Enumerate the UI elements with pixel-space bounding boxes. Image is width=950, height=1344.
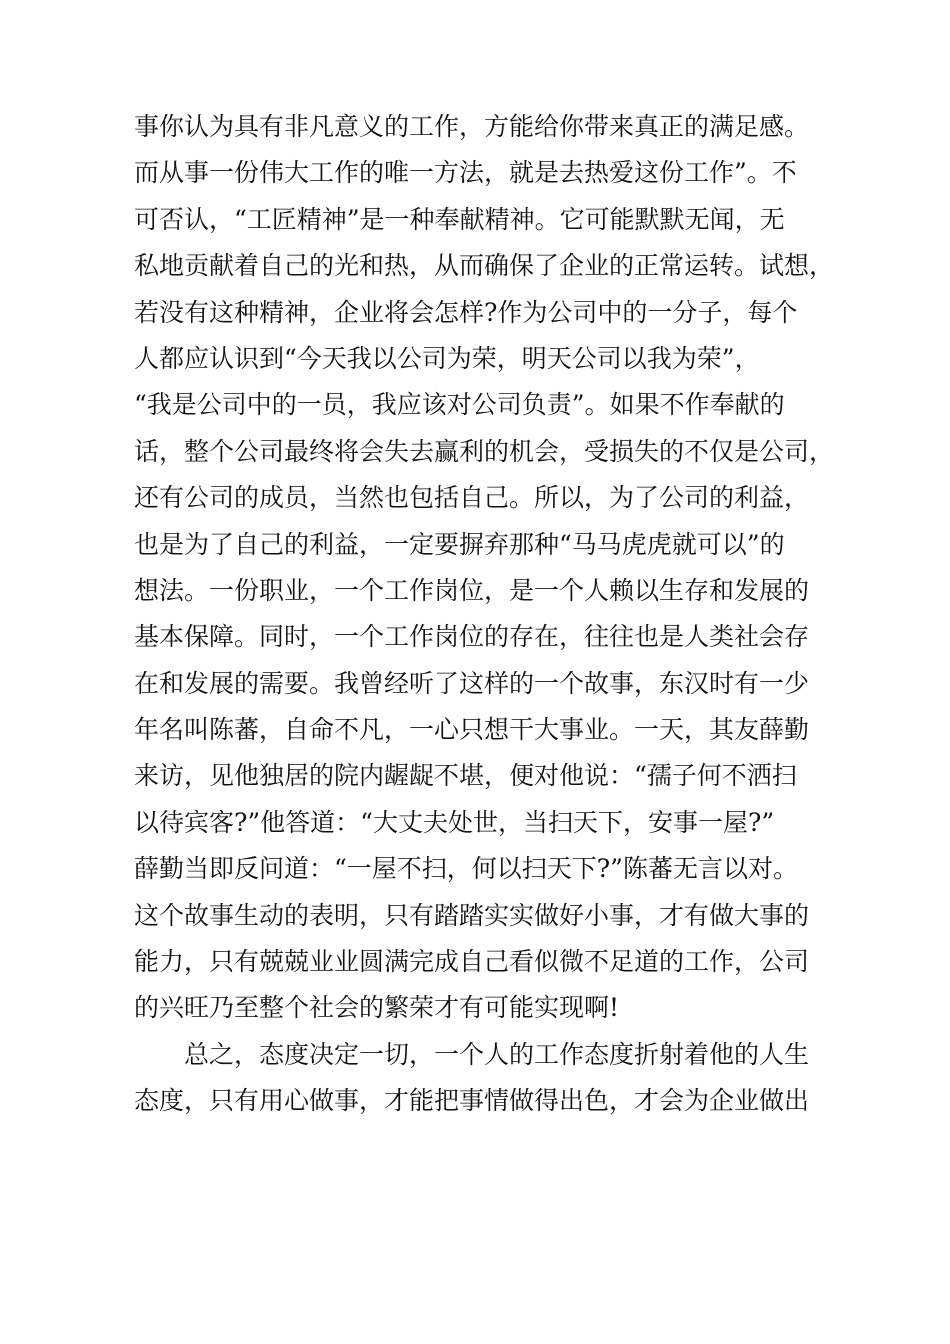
text-line: 事你认为具有非凡意义的工作，方能给你带来真正的满足感。: [134, 112, 810, 141]
text-line: 薛勤当即反问道：“一屋不扫，何以扫天下?”陈蕃无言以对。: [134, 854, 798, 884]
text-line: 想法。一份职业，一个工作岗位，是一个人赖以生存和发展的: [134, 575, 810, 605]
text-line: 态度，只有用心做事，才能把事情做得出色，才会为企业做出: [134, 1086, 810, 1116]
text-line: 若没有这种精神，企业将会怎样?作为公司中的一分子，每个: [134, 297, 798, 327]
text-line: 人都应认识到“今天我以公司为荣，明天公司以我为荣”，: [134, 343, 760, 373]
text-line: 以待宾客?”他答道：“大丈夫处世，当扫天下，安事一屋?”: [134, 807, 775, 837]
text-line: 也是为了自己的利益，一定要摒弃那种“马马虎虎就可以”的: [134, 529, 785, 559]
text-line: 而从事一份伟大工作的唯一方法，就是去热爱这份工作”。不: [134, 158, 797, 188]
text-line: 基本保障。同时，一个工作岗位的存在，往往也是人类社会存: [134, 622, 810, 652]
paragraph-start-line: 总之，态度决定一切，一个人的工作态度折射着他的人生: [184, 1039, 810, 1069]
text-line: 来访，见他独居的院内龌龊不堪，便对他说：“孺子何不洒扫: [134, 761, 797, 791]
text-line: “我是公司中的一员，我应该对公司负责”。如果不作奉献的: [134, 390, 785, 420]
text-line: 这个故事生动的表明，只有踏踏实实做好小事，才有做大事的: [134, 900, 810, 930]
text-line: 话，整个公司最终将会失去赢利的机会，受损失的不仅是公司，: [134, 436, 834, 466]
text-line: 的兴旺乃至整个社会的繁荣才有可能实现啊!: [134, 993, 620, 1023]
text-line: 在和发展的需要。我曾经听了这样的一个故事，东汉时有一少: [134, 668, 810, 698]
text-line: 能力，只有兢兢业业圆满完成自己看似微不足道的工作，公司: [134, 947, 810, 977]
text-line: 可否认，“工匠精神”是一种奉献精神。它可能默默无闻，无: [134, 204, 785, 234]
body-text: [134, 104, 834, 1125]
text-line: 私地贡献着自己的光和热，从而确保了企业的正常运转。试想，: [134, 251, 834, 281]
text-line: 年名叫陈蕃，自命不凡，一心只想干大事业。一天，其友薛勤: [134, 715, 810, 745]
text-line: 还有公司的成员，当然也包括自己。所以，为了公司的利益，: [134, 483, 810, 513]
